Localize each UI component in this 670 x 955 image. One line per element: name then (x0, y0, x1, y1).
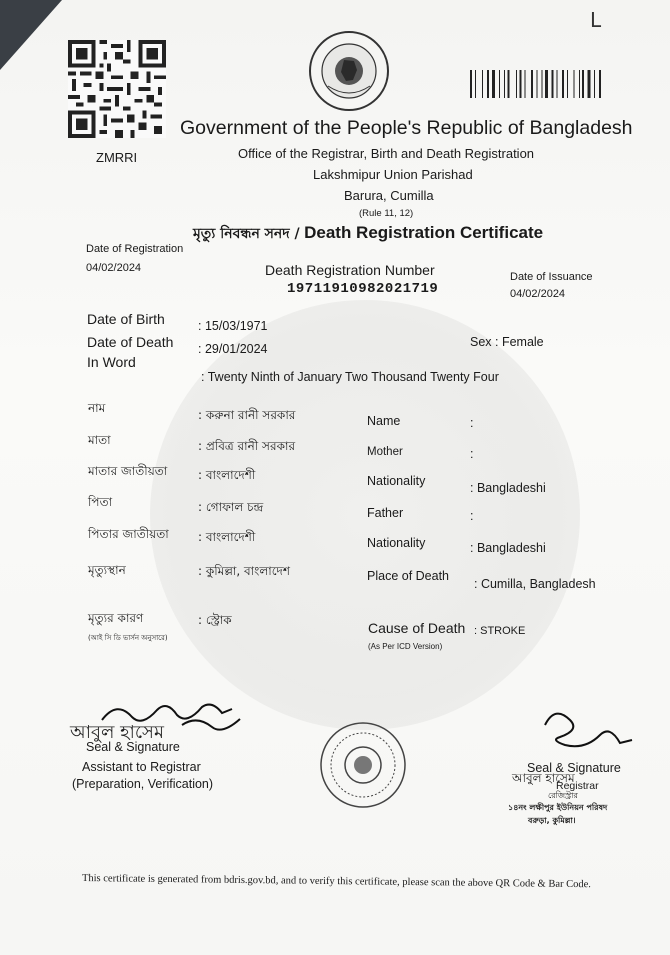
bn-mother-value: : প্রবিত্র রানী সরকার (198, 439, 296, 453)
registrar-union-stamp: ১৪নং লক্ষীপুর ইউনিয়ন পরিষদ (508, 803, 608, 812)
barcode-bar (574, 70, 575, 98)
registrar-signature (530, 705, 640, 765)
bn-place-of-death-value: : কুমিল্লা, বাংলাদেশ (198, 564, 290, 578)
en-father-nationality-label: Nationality (367, 536, 426, 550)
bn-father-nationality-label: পিতার জাতীয়তা (88, 527, 169, 541)
government-emblem (308, 30, 390, 112)
certificate-title (193, 222, 543, 246)
left-seal-label: Seal & Signature (86, 740, 180, 754)
registrar-name-stamp: আবুল হাসেম (512, 771, 575, 785)
bn-name-value: : করুনা রানী সরকার (198, 408, 296, 422)
barcode-bar (516, 70, 517, 98)
en-place-of-death-value: : Cumilla, Bangladesh (474, 577, 596, 591)
en-father-nationality-value: : Bangladeshi (470, 541, 546, 555)
issuance-date-value: 04/02/2024 (510, 288, 566, 300)
barcode-bar (582, 70, 584, 98)
en-mother-value: : (470, 447, 474, 461)
en-father-value: : (470, 509, 474, 523)
en-place-of-death-label: Place of Death (367, 569, 449, 583)
qr-caption: ZMRRI (96, 150, 138, 165)
barcode-bar (587, 70, 590, 98)
barcode-bar (531, 70, 533, 98)
bn-name-label: নাম (88, 401, 106, 415)
bn-father-label: পিতা (88, 495, 113, 509)
in-word-value: : Twenty Ninth of January Two Thousand Twenty Four (201, 370, 499, 384)
en-mother-label: Mother (367, 446, 403, 458)
birth-date-label: Date of Birth (87, 311, 165, 327)
registrar-location-stamp: বরুড়া, কুমিল্লা। (528, 816, 576, 825)
office-line: Office of the Registrar, Birth and Death Registration (238, 146, 535, 161)
issuance-date-label: Date of Issuance (510, 271, 593, 283)
bn-place-of-death-label: মৃত্যুস্থান (88, 563, 126, 577)
handwritten-mark: L (590, 8, 602, 32)
barcode-bar (562, 70, 564, 98)
bn-mother-nationality-label: মাতার জাতীয়তা (88, 464, 168, 478)
barcode-bar (541, 70, 542, 98)
government-title: Government of the People's Republic of Bangladesh (180, 117, 633, 139)
barcode-bar (499, 70, 500, 98)
assistant-duty: (Preparation, Verification) (72, 777, 214, 791)
barcode-bar (545, 70, 548, 98)
registration-number-value: 19711910982021719 (287, 281, 439, 297)
location-line: Barura, Cumilla (344, 188, 434, 203)
en-mother-nationality-label: Nationality (367, 474, 426, 488)
barcode-bar (536, 70, 537, 98)
bn-cause-value: : স্ট্রোক (198, 613, 232, 627)
registrar-title-bn: রেজিস্ট্রার (548, 791, 578, 800)
en-father-label: Father (367, 506, 404, 520)
title-bangla: মৃত্যু নিবন্ধন সনদ / (193, 226, 300, 242)
registration-number-label: Death Registration Number (265, 262, 435, 278)
right-seal-label: Seal & Signature (527, 761, 621, 775)
barcode-bar (492, 70, 495, 98)
barcode-bar (579, 70, 580, 98)
barcode-bar (519, 70, 521, 98)
in-word-label: In Word (87, 354, 136, 370)
barcode-bar (507, 70, 509, 98)
barcode-bar (599, 70, 601, 98)
birth-date-value: : 15/03/1971 (198, 319, 268, 333)
death-date-value: : 29/01/2024 (198, 342, 268, 356)
barcode[interactable] (470, 70, 640, 98)
registration-date-value: 04/02/2024 (86, 262, 142, 274)
assistant-title: Assistant to Registrar (82, 760, 201, 774)
barcode-bar (470, 70, 472, 98)
union-line: Lakshmipur Union Parishad (313, 167, 473, 182)
bn-cause-label: মৃত্যুর কারণ (88, 611, 144, 625)
barcode-bar (482, 70, 483, 98)
en-cause-value: : STROKE (474, 625, 526, 637)
barcode-bar (567, 70, 568, 98)
bn-cause-note: (আই সি ডি ভার্সন অনুসারে) (88, 634, 168, 642)
sex-value: Sex : Female (470, 335, 544, 349)
registrar-title: Registrar (556, 780, 599, 792)
qr-code[interactable] (67, 40, 167, 138)
en-mother-nationality-value: : Bangladeshi (470, 481, 546, 495)
bn-father-value: : গোফাল চন্দ্র (198, 500, 264, 514)
barcode-bar (524, 70, 525, 98)
barcode-bar (504, 70, 505, 98)
barcode-bar (552, 70, 554, 98)
barcode-bar (487, 70, 489, 98)
en-cause-label: Cause of Death (368, 620, 466, 636)
barcode-bar (557, 70, 558, 98)
en-cause-note: (As Per ICD Version) (368, 642, 443, 651)
bn-mother-nationality-value: : বাংলাদেশী (198, 468, 256, 482)
union-parishad-seal (318, 720, 408, 810)
barcode-bar (475, 70, 476, 98)
rule-line: (Rule 11, 12) (359, 208, 414, 219)
death-date-label: Date of Death (87, 334, 174, 350)
footer-note: This certificate is generated from bdris.gov.bd, and to verify this certificate, please scan the above QR Code & Bar Code. (81, 873, 592, 891)
bn-mother-label: মাতা (88, 433, 111, 447)
folded-corner (0, 0, 62, 70)
en-name-label: Name (367, 414, 401, 428)
en-name-value: : (470, 416, 474, 430)
title-english: Death Registration Certificate (304, 223, 544, 242)
registration-date-label: Date of Registration (86, 243, 184, 255)
barcode-bar (594, 70, 595, 98)
bn-father-nationality-value: : বাংলাদেশী (198, 530, 256, 544)
assistant-name-stamp: আবুল হাসেম (70, 722, 164, 743)
